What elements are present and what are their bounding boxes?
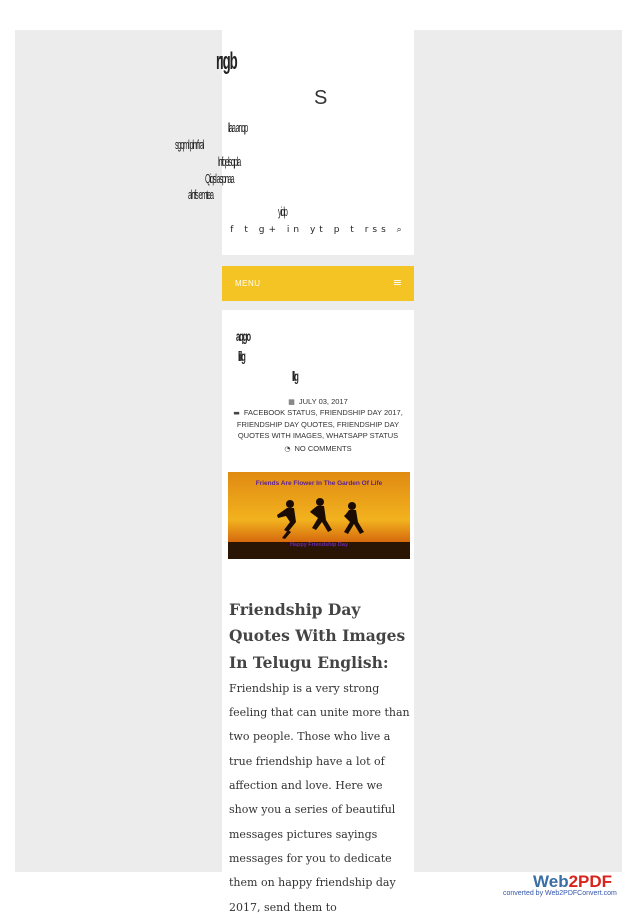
post-excerpt: [229, 598, 413, 920]
folder-icon: ▬: [233, 409, 240, 417]
rss-icon[interactable]: rss: [364, 225, 390, 235]
hero-bottom-caption: Happy Friendship Day: [289, 542, 349, 548]
youtube-icon[interactable]: yt: [309, 225, 327, 235]
social-icons-bar: [222, 225, 414, 235]
post-title-line[interactable]: lilg: [238, 348, 245, 364]
post-body: Friendship is a very strong feeling that can unite more than two people. Those who live a true friendship have a lot of affection and love. Here we show you a series of beautiful messages pictures sayings messages for you to dedicate them on happy friendship day 2017, send them to: [229, 681, 410, 914]
linkedin-icon[interactable]: in: [286, 225, 304, 235]
post-comments[interactable]: ◔ NO COMMENTS: [284, 444, 352, 453]
search-icon[interactable]: ⌕: [396, 225, 406, 235]
web2pdf-logo[interactable]: Web2PDF: [533, 872, 613, 891]
post-date: ▦ JULY 03, 2017: [288, 397, 348, 406]
converted-by-link[interactable]: converted by Web2PDFConvert.com: [503, 890, 617, 897]
tumblr-icon[interactable]: t: [350, 225, 358, 235]
site-logo[interactable]: rıgb: [216, 48, 237, 75]
header-tagline-line: lnfqelsqpla: [218, 154, 241, 169]
hero-top-caption: Friends Are Flower In The Garden Of Life: [255, 480, 383, 487]
post-categories[interactable]: ▬ FACEBOOK STATUS, FRIENDSHIP DAY 2017, FRIENDSHIP DAY QUOTES, FRIENDSHIP DAY QUOTES WITH IMAGES, WHATSAPP STATUS: [233, 408, 403, 440]
calendar-icon: ▦: [288, 398, 295, 406]
header-tagline-line: yidp: [278, 204, 287, 219]
post-title-line[interactable]: llg: [292, 368, 298, 384]
header-tagline-line: llaa anqp: [228, 120, 248, 135]
header-tagline-line: sgqml plnrf ral: [175, 137, 204, 152]
header-card: [222, 30, 414, 255]
post-title-line[interactable]: aqgo: [236, 328, 250, 344]
post-hero-image[interactable]: [228, 472, 410, 559]
hero-image-svg: [228, 472, 410, 559]
comment-icon: ◔: [284, 445, 291, 453]
hamburger-icon[interactable]: ≡: [392, 276, 402, 289]
header-tagline-line: alnfs emtea: [188, 187, 213, 202]
twitter-icon[interactable]: t: [244, 225, 252, 235]
menu-label: MENU: [235, 279, 261, 288]
site-logo-sub: S: [314, 87, 328, 109]
pinterest-icon[interactable]: p: [333, 225, 344, 235]
google-plus-icon[interactable]: g+: [258, 225, 280, 235]
post-lead: Friendship Day Quotes With Images In Telugu English:: [229, 600, 406, 672]
header-tagline-line: Qiqsl aspnaa: [205, 171, 234, 186]
facebook-icon[interactable]: f: [230, 225, 238, 235]
menu-bar[interactable]: [222, 266, 414, 301]
